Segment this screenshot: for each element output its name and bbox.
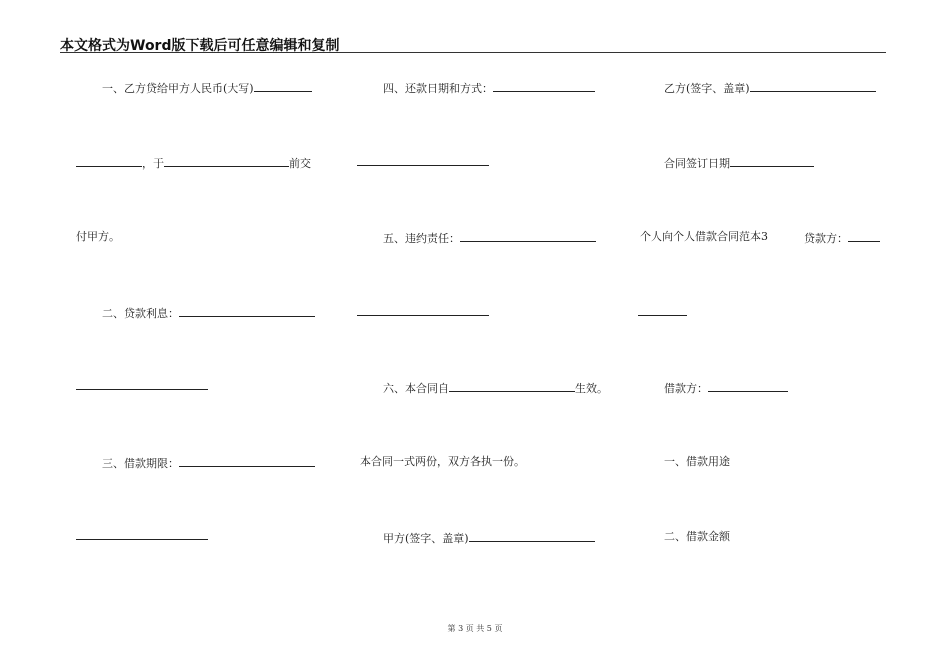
col2-item5-line bbox=[383, 230, 596, 246]
col2-item6-line bbox=[383, 380, 608, 396]
party-b-signature-blank bbox=[750, 80, 876, 92]
col2-blank-line-1 bbox=[357, 165, 489, 166]
page-number: 第 3 页 共 5 页 bbox=[447, 624, 503, 633]
item6-prefix: 六、本合同自 bbox=[383, 382, 449, 395]
col1-blank-line-2 bbox=[76, 539, 208, 540]
col2-party-a-line bbox=[383, 530, 595, 546]
item1-amount-blank bbox=[254, 80, 312, 92]
copies-text: 本合同一式两份，双方各执一份。 bbox=[360, 455, 525, 468]
item1-date-blank bbox=[164, 155, 289, 167]
sign-date-label: 合同签订日期 bbox=[664, 157, 730, 170]
col3-lender-line bbox=[804, 230, 880, 246]
item4-label: 四、还款日期和方式： bbox=[383, 82, 493, 95]
col1-blank-line-1 bbox=[76, 389, 208, 390]
col3-party-b-line bbox=[664, 80, 876, 96]
comma-yu-text: ，于 bbox=[142, 157, 164, 170]
col1-item1-line bbox=[102, 80, 312, 96]
item6-suffix: 生效。 bbox=[575, 382, 608, 395]
lender-blank bbox=[848, 230, 880, 242]
col1-item3-line bbox=[102, 455, 315, 471]
col3-borrower-line bbox=[664, 380, 788, 396]
qian-jiao-text: 前交 bbox=[289, 157, 311, 170]
lender-label: 贷款方： bbox=[804, 232, 848, 245]
fu-jiafang-text: 付甲方。 bbox=[76, 230, 120, 243]
template-title: 个人向个人借款合同范本3 bbox=[640, 230, 768, 243]
sign-date-blank bbox=[730, 155, 814, 167]
item6-effective-blank bbox=[449, 380, 575, 392]
item4-repayment-blank bbox=[493, 80, 595, 92]
col2-item4-line bbox=[383, 80, 595, 96]
header-divider bbox=[60, 52, 886, 53]
party-b-label: 乙方(签字、盖章) bbox=[664, 82, 750, 95]
item2-interest-blank bbox=[179, 305, 315, 317]
item1-label: 一、乙方贷给甲方人民币(大写) bbox=[102, 82, 254, 95]
party-a-signature-blank bbox=[469, 530, 595, 542]
document-header-title: 本文格式为Word版下载后可任意编辑和复制 bbox=[60, 38, 340, 54]
purpose-heading: 一、借款用途 bbox=[664, 455, 730, 468]
party-a-label: 甲方(签字、盖章) bbox=[383, 532, 469, 545]
amount-heading: 二、借款金额 bbox=[664, 530, 730, 543]
item3-label: 三、借款期限： bbox=[102, 457, 179, 470]
item5-label: 五、违约责任： bbox=[383, 232, 460, 245]
item3-term-blank bbox=[179, 455, 315, 467]
borrower-blank bbox=[708, 380, 788, 392]
item1-currency-blank bbox=[76, 155, 142, 167]
borrower-label: 借款方： bbox=[664, 382, 708, 395]
col2-blank-line-2 bbox=[357, 315, 489, 316]
col1-date-line bbox=[76, 155, 311, 171]
item2-label: 二、贷款利息： bbox=[102, 307, 179, 320]
item5-liability-blank bbox=[460, 230, 596, 242]
col1-item2-line bbox=[102, 305, 315, 321]
col3-blank-line-1 bbox=[638, 315, 687, 316]
col3-sign-date-line bbox=[664, 155, 814, 171]
